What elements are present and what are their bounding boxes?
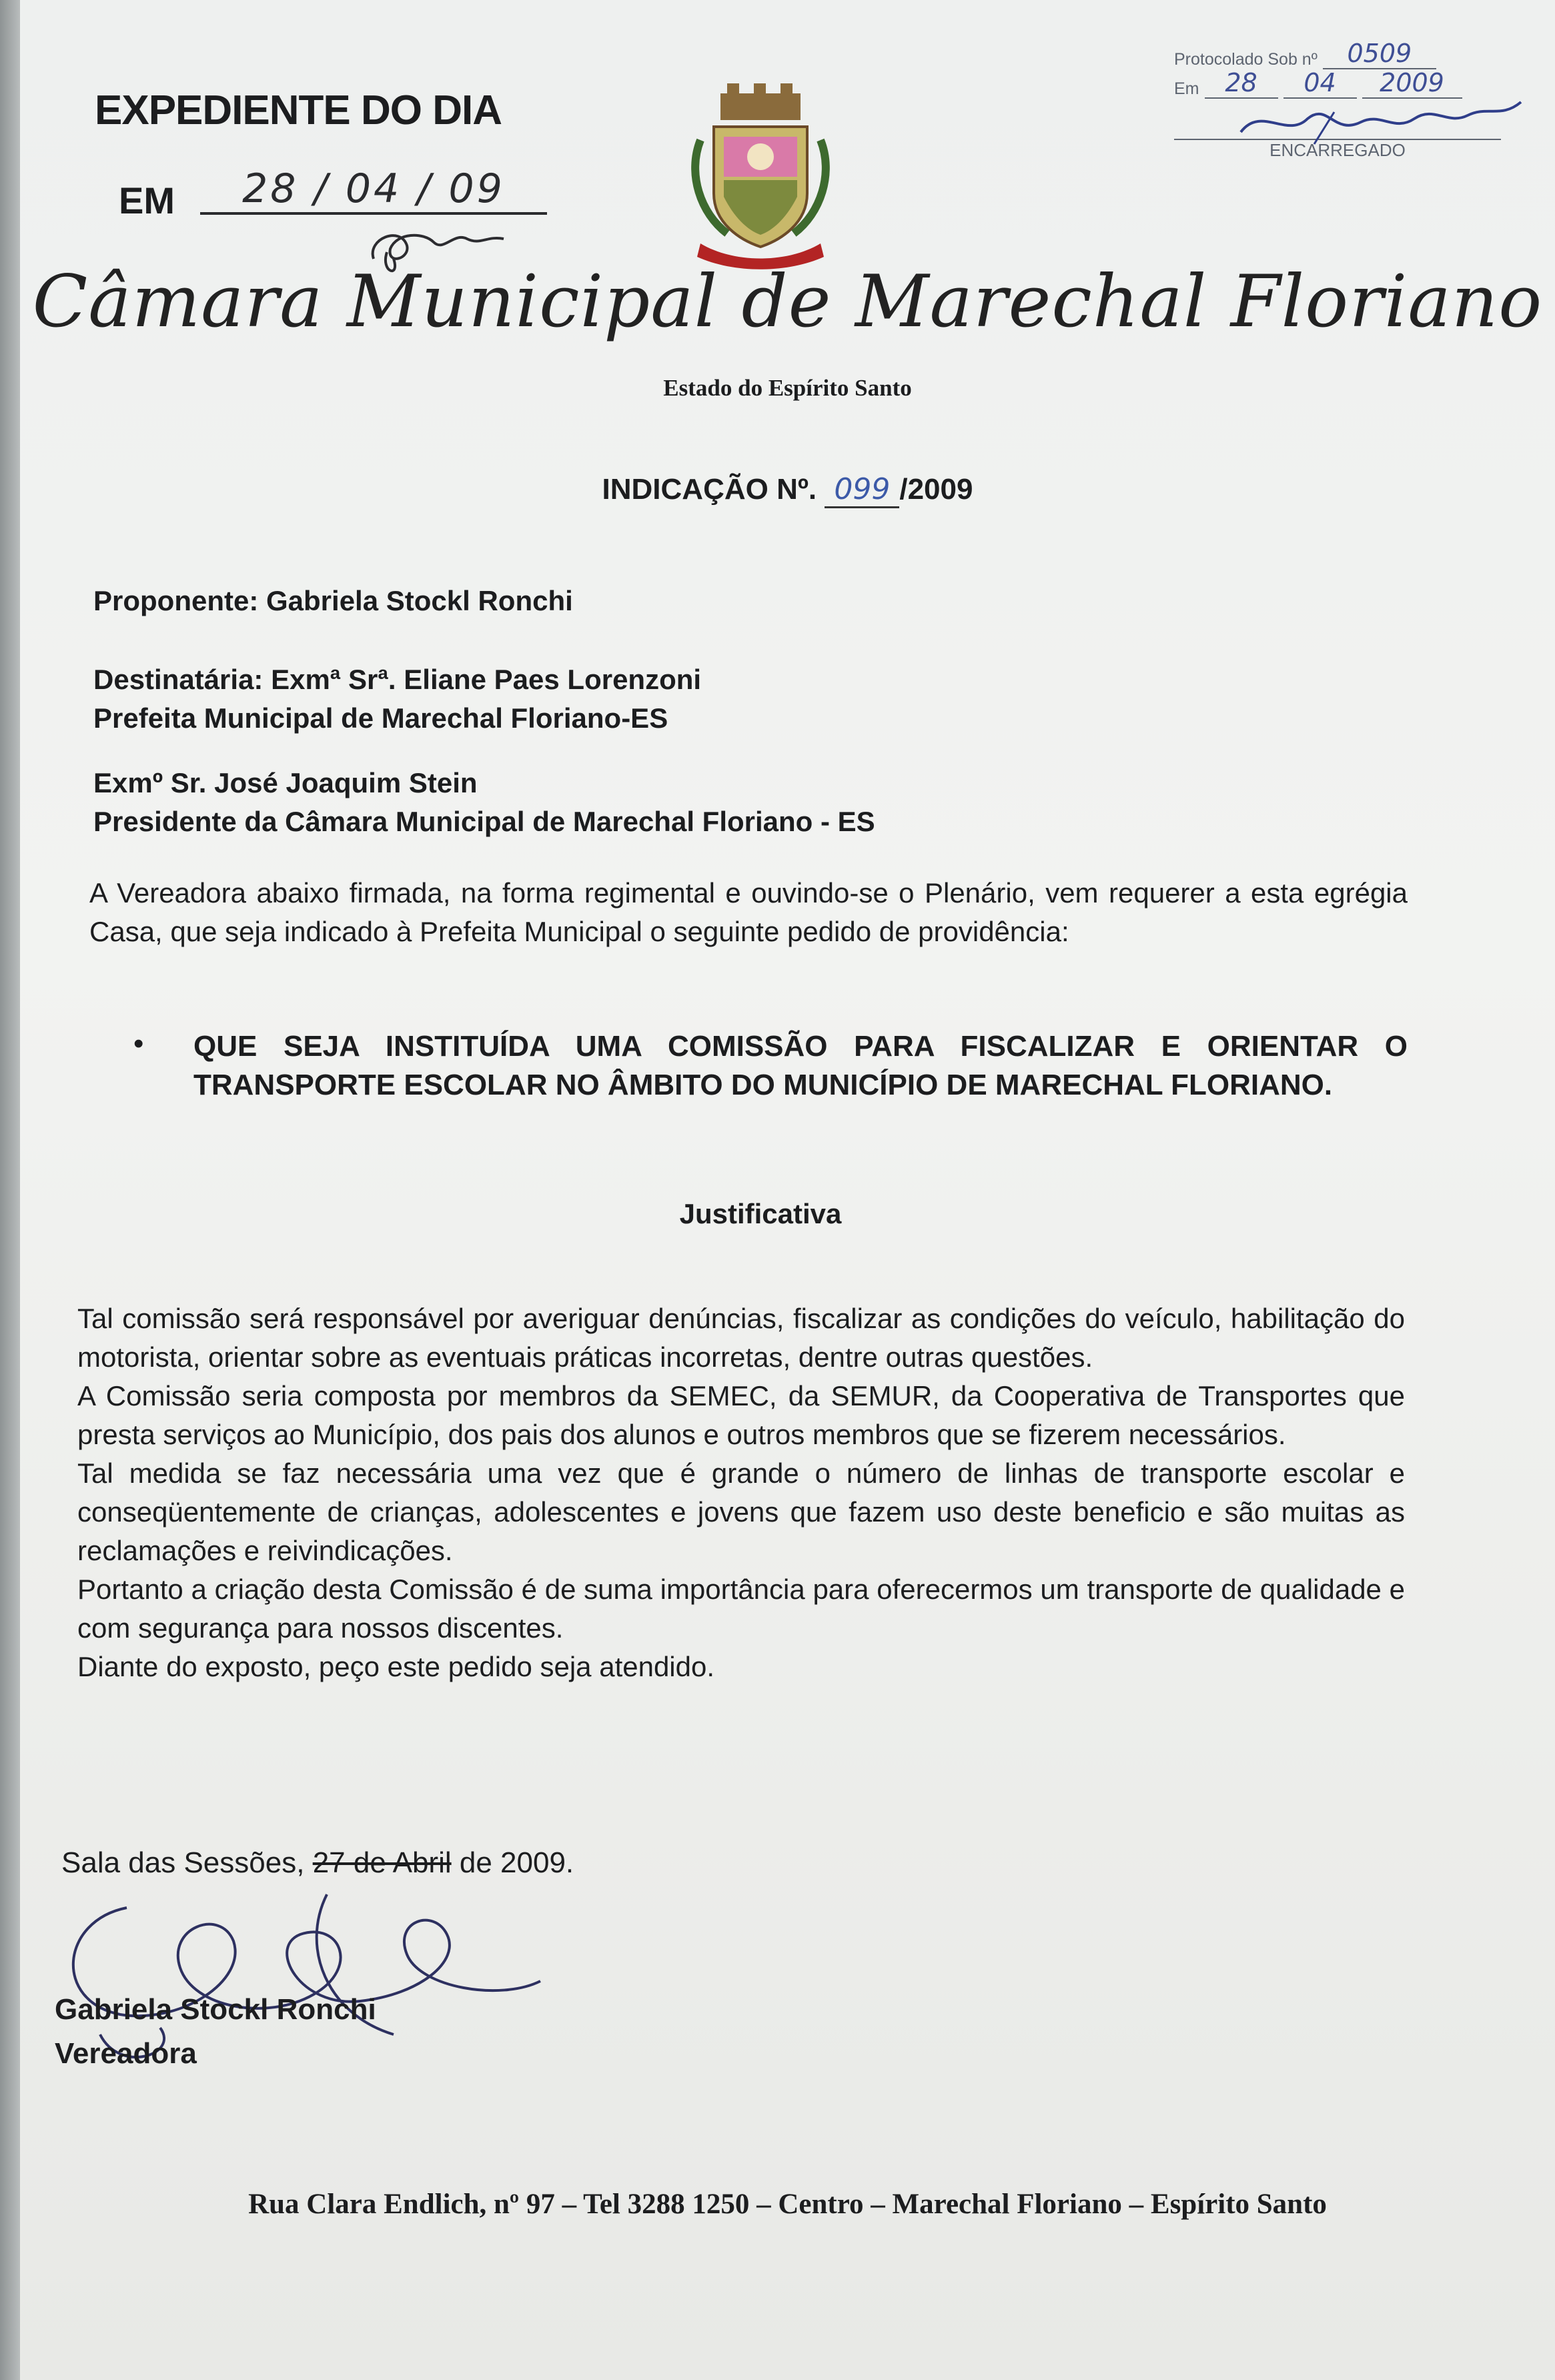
indicacao-heading — [20, 472, 1555, 508]
session-year: de 2009. — [459, 1846, 574, 1879]
em-date-handwritten: 28 / 04 / 09 — [200, 165, 547, 215]
stamp-signature-icon — [1234, 99, 1528, 145]
stamp-date-year: 2009 — [1362, 68, 1462, 99]
municipal-coat-of-arms-icon — [674, 80, 847, 273]
expediente-title: EXPEDIENTE DO DIA — [95, 87, 502, 133]
signatory-role: Vereadora — [55, 2037, 197, 2070]
intro-paragraph: A Vereadora abaixo firmada, na forma regimental e ouvindo-se o Plenário, vem requerer a esta egrégia Casa, que seja indicado à Prefeita Municipal o seguinte pedido de providência: — [89, 877, 1408, 947]
indicacao-year: /2009 — [899, 473, 973, 506]
page-edge-shadow — [0, 0, 20, 2380]
destinataria-title: Prefeita Municipal de Marechal Floriano-ES — [93, 702, 668, 734]
stamp-date-month: 04 — [1283, 68, 1357, 99]
destinataria-line: Destinatária: Exmª Srª. Eliane Paes Lorenzoni — [93, 664, 702, 695]
protocol-label: Protocolado Sob nº — [1174, 50, 1318, 69]
bullet-icon: • — [133, 1027, 144, 1060]
request-bullet — [133, 1027, 1408, 1105]
presidente-block — [93, 764, 875, 841]
justificativa-paragraph: Tal medida se faz necessária uma vez que é grande o número de linhas de transporte escolar e conseqüentemente de crianças, adolescentes e jovens que fazem uso deste beneficio e são muitas as reclamações e reivindicações. — [77, 1457, 1405, 1566]
indicacao-label: INDICAÇÃO Nº. — [602, 473, 817, 506]
stamp-date-day: 28 — [1205, 68, 1278, 99]
protocol-stamp — [1174, 40, 1534, 161]
stamp-em-label: Em — [1174, 79, 1199, 98]
destinataria-block — [93, 660, 701, 738]
signatory-name: Gabriela Stockl Ronchi — [55, 1993, 376, 2026]
indicacao-number: 099 — [825, 472, 899, 508]
presidente-title: Presidente da Câmara Municipal de Marechal Floriano - ES — [93, 806, 875, 837]
justificativa-paragraph: Portanto a criação desta Comissão é de suma importância para oferecermos um transporte de qualidade e com segurança para nossos discentes. — [77, 1574, 1405, 1644]
justificativa-title: Justificativa — [679, 1198, 842, 1229]
chamber-name: Câmara Municipal de Marechal Floriano — [32, 260, 1543, 344]
presidente-line: Exmº Sr. José Joaquim Stein — [93, 767, 478, 798]
encarregado-label: ENCARREGADO — [1174, 139, 1501, 161]
state-name: Estado do Espírito Santo — [663, 375, 912, 401]
justificativa-paragraph: A Comissão seria composta por membros da SEMEC, da SEMUR, da Cooperativa de Transportes que presta serviços ao Município, dos pais dos alunos e outros membros que se fizerem necessários. — [77, 1380, 1405, 1450]
signatory-block — [55, 1988, 376, 2076]
proponente-line: Proponente: Gabriela Stockl Ronchi — [93, 585, 573, 616]
footer-address: Rua Clara Endlich, nº 97 – Tel 3288 1250 – Centro – Marechal Floriano – Espírito Santo — [248, 2189, 1327, 2220]
protocol-number: 0509 — [1323, 39, 1436, 69]
justificativa-body — [77, 1299, 1405, 1686]
request-text: QUE SEJA INSTITUÍDA UMA COMISSÃO PARA FISCALIZAR E ORIENTAR O TRANSPORTE ESCOLAR NO ÂMBITO DO MUNICÍPIO DE MARECHAL FLORIANO. — [193, 1030, 1408, 1101]
em-label: EM — [119, 179, 175, 221]
justificativa-paragraph: Diante do exposto, peço este pedido seja atendido. — [77, 1651, 715, 1682]
justificativa-paragraph: Tal comissão será responsável por averiguar denúncias, fiscalizar as condições do veículo, habilitação do motorista, orientar sobre as eventuais práticas incorretas, dentre outras questões. — [77, 1303, 1405, 1373]
session-date-line — [61, 1846, 574, 1880]
session-place: Sala das Sessões, — [61, 1846, 305, 1879]
document-page — [20, 0, 1555, 2380]
session-date-struck: 27 de Abril — [312, 1846, 452, 1879]
